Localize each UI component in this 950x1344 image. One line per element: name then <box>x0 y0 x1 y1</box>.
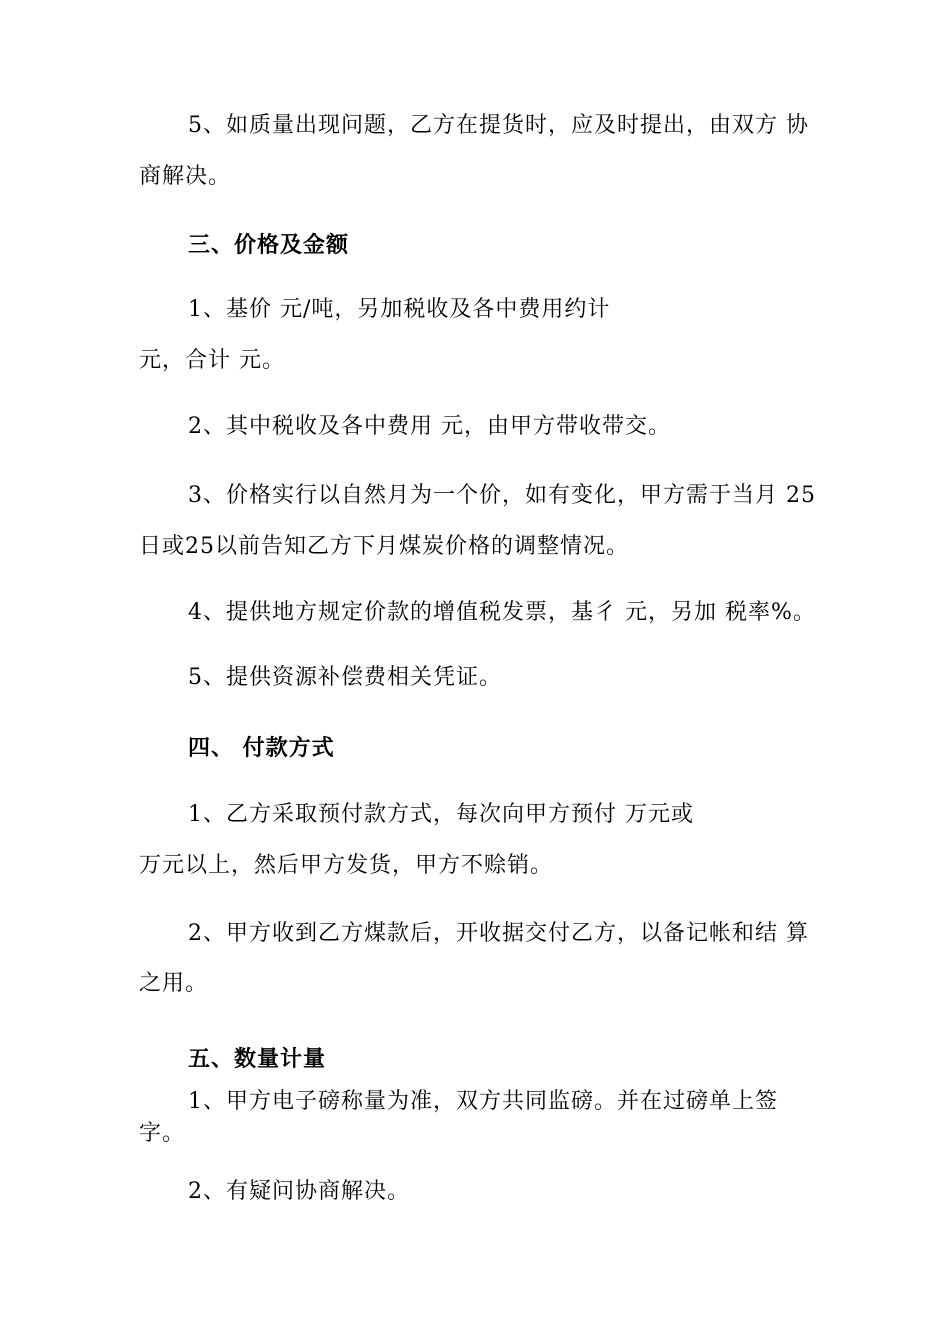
paragraph-receipt-line-2: 之用。 <box>139 971 209 996</box>
paragraph-tax-fee: 2、其中税收及各中费用 元，由甲方带收带交。 <box>188 414 671 439</box>
paragraph-weighing-line-2: 字。 <box>139 1121 186 1146</box>
paragraph-quality-line-1: 5、如质量出现问题，乙方在提货时，应及时提出，由双方 协 <box>188 113 809 138</box>
paragraph-weighing-line-1: 1、甲方电子磅称量为准，双方共同监磅。并在过磅单上签 <box>188 1089 778 1114</box>
paragraph-base-price-line-2: 元，合计 元。 <box>139 348 285 373</box>
paragraph-prepayment-line-2: 万元以上，然后甲方发货，甲方不赊销。 <box>139 853 554 878</box>
paragraph-dispute: 2、有疑问协商解决。 <box>188 1179 410 1204</box>
paragraph-base-price-line-1: 1、基价 元/吨，另加税收及各中费用约计 <box>188 297 611 322</box>
paragraph-quality-line-2: 商解决。 <box>139 164 232 189</box>
section-heading-payment: 四、 付款方式 <box>188 735 335 761</box>
paragraph-prepayment-line-1: 1、乙方采取预付款方式，每次向甲方预付 万元或 <box>188 802 694 827</box>
paragraph-resource-fee: 5、提供资源补偿费相关凭证。 <box>188 665 502 690</box>
paragraph-price-period-line-1: 3、价格实行以自然月为一个价，如有变化，甲方需于当月 25 <box>188 483 816 508</box>
paragraph-receipt-line-1: 2、甲方收到乙方煤款后，开收据交付乙方，以备记帐和结 算 <box>188 921 809 946</box>
section-heading-price: 三、价格及金额 <box>188 232 350 258</box>
paragraph-price-period-line-2: 日或25以前告知乙方下月煤炭价格的调整情况。 <box>139 534 629 559</box>
paragraph-vat-invoice: 4、提供地方规定价款的增值税发票，基彳 元，另加 税率%。 <box>188 600 816 625</box>
section-heading-quantity: 五、数量计量 <box>188 1046 327 1072</box>
